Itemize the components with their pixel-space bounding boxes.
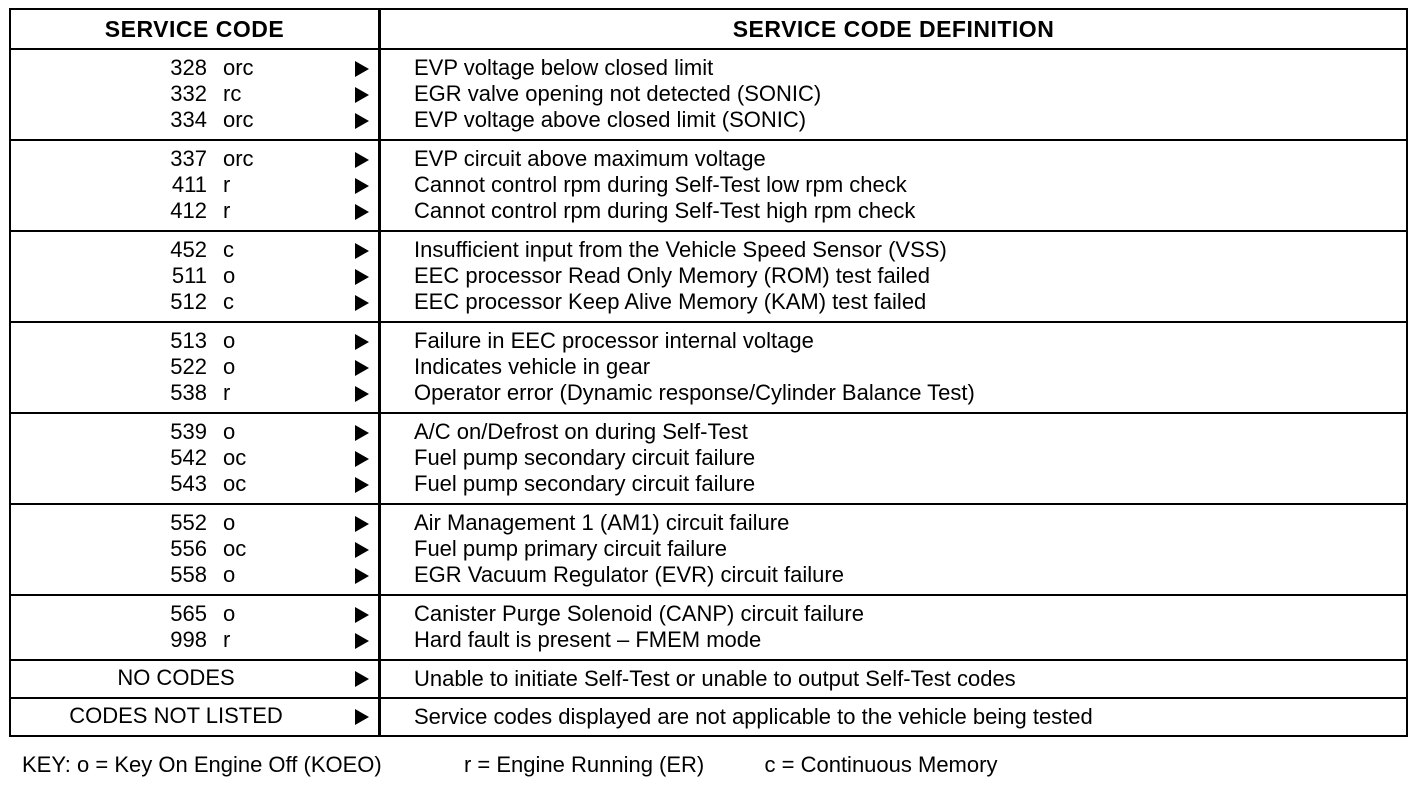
header-service-code: SERVICE CODE [11, 10, 381, 48]
service-code-definition: Canister Purge Solenoid (CANP) circuit failure [414, 601, 864, 626]
code-group [11, 412, 1406, 503]
service-code-number: 556 [170, 536, 207, 561]
service-code-definition: EGR valve opening not detected (SONIC) [414, 81, 822, 106]
arrow-right-icon [355, 334, 369, 350]
definition-column [381, 232, 1406, 321]
service-code-type: o [223, 263, 236, 288]
service-code-table [9, 8, 1408, 737]
single-code-row [11, 697, 1406, 735]
arrow-right-icon [355, 425, 369, 441]
definition-column [381, 414, 1406, 503]
code-line [11, 107, 378, 133]
definition-column [381, 596, 1406, 659]
arrow-right-icon [355, 360, 369, 376]
service-code-number: 543 [170, 471, 207, 496]
code-column [11, 141, 381, 230]
definition-column [381, 50, 1406, 139]
service-code-type: c [223, 289, 234, 314]
code-column [11, 50, 381, 139]
service-code-type: orc [223, 55, 254, 80]
arrow-right-icon [355, 516, 369, 532]
code-group [11, 594, 1406, 659]
code-line [11, 289, 378, 315]
arrow-right-icon [355, 113, 369, 129]
definition-column [381, 323, 1406, 412]
service-code-type: o [223, 419, 236, 444]
service-code-number: 332 [170, 81, 207, 106]
arrow-right-icon [355, 269, 369, 285]
service-code-type: rc [223, 81, 242, 106]
code-line [11, 601, 378, 627]
code-line [11, 445, 378, 471]
service-code-definition: Failure in EEC processor internal voltage [414, 328, 814, 353]
code-line [11, 562, 378, 588]
service-code-type: orc [223, 107, 254, 132]
single-code-label: CODES NOT LISTED [69, 703, 283, 728]
service-code-definition: EVP voltage below closed limit [414, 55, 714, 80]
arrow-right-icon [355, 178, 369, 194]
service-code-number: 411 [171, 172, 207, 197]
single-code-row [11, 659, 1406, 697]
service-code-type: orc [223, 146, 254, 171]
service-code-definition: Operator error (Dynamic response/Cylinder Balance Test) [414, 380, 975, 405]
key-r: r = Engine Running (ER) [463, 752, 705, 777]
code-line [11, 471, 378, 497]
definition-column [381, 699, 1406, 735]
service-code-type: c [223, 237, 234, 262]
key-legend [22, 752, 997, 778]
code-column [11, 596, 381, 659]
single-code-label: NO CODES [117, 665, 235, 690]
service-code-definition: Cannot control rpm during Self-Test low rpm check [414, 172, 907, 197]
service-code-type: oc [223, 536, 247, 561]
code-line [11, 510, 378, 536]
code-column [11, 505, 381, 594]
single-code-definition: Service codes displayed are not applicable to the vehicle being tested [414, 704, 1093, 729]
code-column [11, 414, 381, 503]
service-code-type: o [223, 601, 236, 626]
arrow-right-icon [355, 152, 369, 168]
definition-column [381, 141, 1406, 230]
table-body [11, 48, 1406, 735]
service-code-number: 511 [171, 263, 207, 288]
arrow-right-icon [355, 568, 369, 584]
code-line [11, 237, 378, 263]
service-code-number: 513 [170, 328, 207, 353]
code-line [11, 81, 378, 107]
code-line [11, 55, 378, 81]
service-code-number: 522 [170, 354, 207, 379]
service-code-definition: Fuel pump secondary circuit failure [414, 445, 756, 470]
code-column [11, 232, 381, 321]
service-code-type: oc [223, 471, 247, 496]
service-code-number: 412 [170, 198, 207, 223]
service-code-type: oc [223, 445, 247, 470]
arrow-right-icon [355, 709, 369, 725]
arrow-right-icon [355, 477, 369, 493]
service-code-number: 512 [170, 289, 207, 314]
service-code-definition: Air Management 1 (AM1) circuit failure [414, 510, 790, 535]
code-group [11, 321, 1406, 412]
arrow-right-icon [355, 243, 369, 259]
service-code-type: o [223, 562, 236, 587]
service-code-definition: Insufficient input from the Vehicle Speed Sensor (VSS) [414, 237, 947, 262]
service-code-type: o [223, 510, 236, 535]
code-line [11, 263, 378, 289]
service-code-type: r [223, 172, 231, 197]
service-code-number: 337 [170, 146, 207, 171]
service-code-type: o [223, 328, 236, 353]
service-code-definition: Fuel pump primary circuit failure [414, 536, 727, 561]
definition-column [381, 661, 1406, 697]
code-group [11, 139, 1406, 230]
arrow-right-icon [355, 671, 369, 687]
key-o: KEY: o = Key On Engine Off (KOEO) [22, 752, 382, 777]
service-code-number: 565 [170, 601, 207, 626]
service-code-number: 542 [170, 445, 207, 470]
service-code-definition: EVP circuit above maximum voltage [414, 146, 766, 171]
service-code-definition: Fuel pump secondary circuit failure [414, 471, 756, 496]
arrow-right-icon [355, 451, 369, 467]
code-group [11, 230, 1406, 321]
table-header [11, 10, 1406, 48]
code-column [11, 699, 381, 735]
code-line [11, 536, 378, 562]
header-service-code-definition: SERVICE CODE DEFINITION [732, 15, 1055, 42]
arrow-right-icon [355, 87, 369, 103]
code-column [11, 323, 381, 412]
service-code-definition: Indicates vehicle in gear [414, 354, 651, 379]
service-code-number: 998 [170, 627, 207, 652]
service-code-definition: EEC processor Keep Alive Memory (KAM) test failed [414, 289, 927, 314]
code-line [11, 172, 378, 198]
arrow-right-icon [355, 61, 369, 77]
arrow-right-icon [355, 386, 369, 402]
service-code-type: r [223, 627, 231, 652]
service-code-number: 558 [170, 562, 207, 587]
code-line [11, 419, 378, 445]
service-code-type: r [223, 198, 231, 223]
arrow-right-icon [355, 204, 369, 220]
service-code-number: 552 [170, 510, 207, 535]
definition-column [381, 505, 1406, 594]
code-line [11, 328, 378, 354]
code-group [11, 503, 1406, 594]
service-code-type: r [223, 380, 231, 405]
arrow-right-icon [355, 607, 369, 623]
service-code-definition: Hard fault is present – FMEM mode [414, 627, 762, 652]
service-code-definition: EVP voltage above closed limit (SONIC) [414, 107, 807, 132]
code-group [11, 48, 1406, 139]
service-code-number: 539 [170, 419, 207, 444]
service-code-number: 538 [170, 380, 207, 405]
key-c: c = Continuous Memory [764, 752, 998, 777]
arrow-right-icon [355, 542, 369, 558]
service-code-type: o [223, 354, 236, 379]
code-line [11, 354, 378, 380]
service-code-definition: EGR Vacuum Regulator (EVR) circuit failure [414, 562, 844, 587]
service-code-definition: EEC processor Read Only Memory (ROM) test failed [414, 263, 930, 288]
arrow-right-icon [355, 633, 369, 649]
single-code-definition: Unable to initiate Self-Test or unable to output Self-Test codes [414, 666, 1016, 691]
service-code-number: 334 [170, 107, 207, 132]
code-line [11, 146, 378, 172]
arrow-right-icon [355, 295, 369, 311]
code-line [11, 627, 378, 653]
code-line [11, 198, 378, 224]
service-code-definition: A/C on/Defrost on during Self-Test [414, 419, 748, 444]
service-code-definition: Cannot control rpm during Self-Test high rpm check [414, 198, 916, 223]
code-column [11, 661, 381, 697]
service-code-number: 328 [170, 55, 207, 80]
service-code-number: 452 [170, 237, 207, 262]
code-line [11, 380, 378, 406]
